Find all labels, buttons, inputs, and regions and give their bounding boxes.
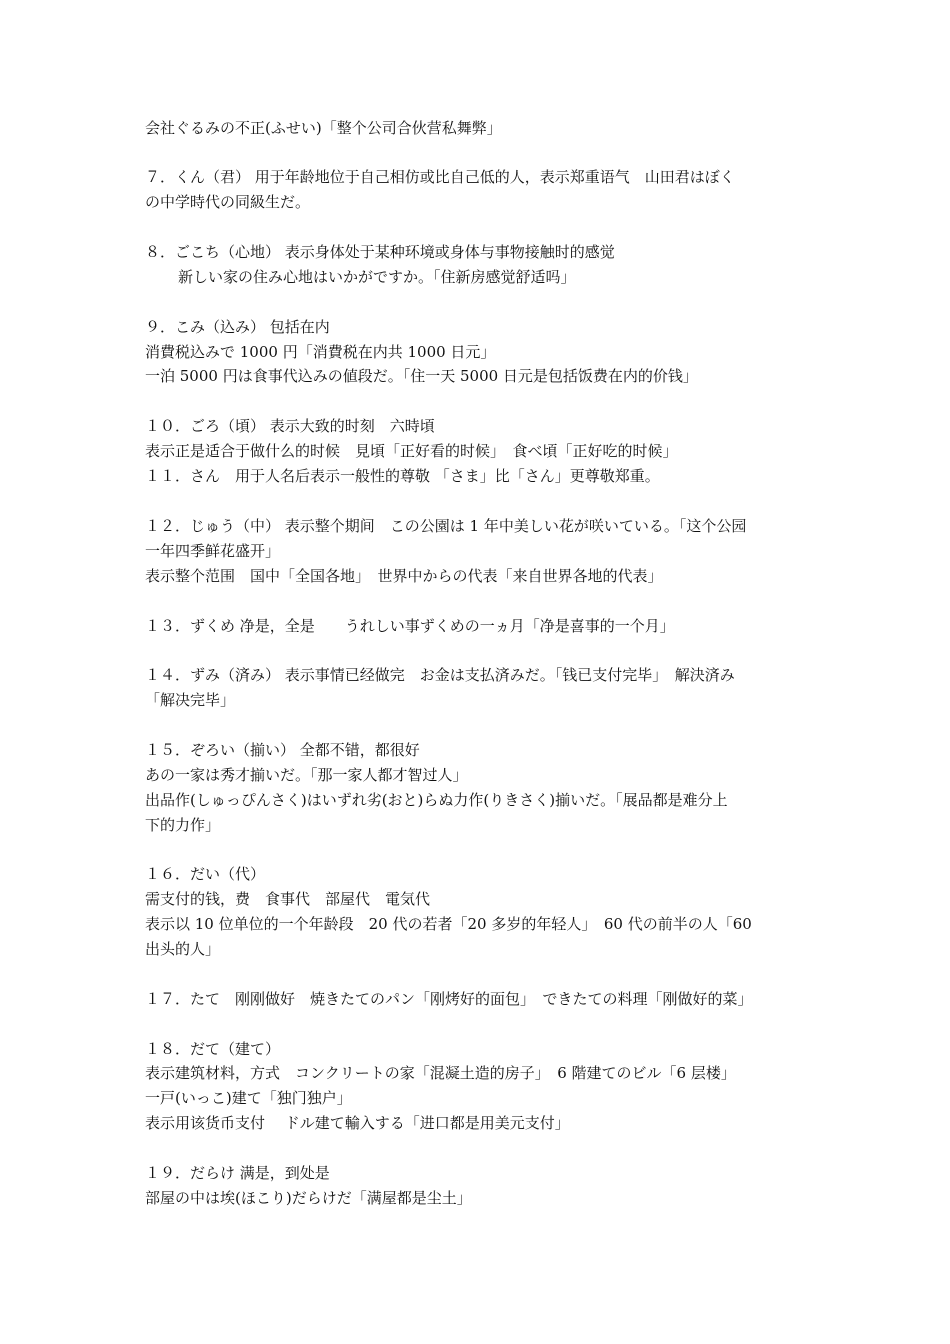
text-line: の中学時代の同級生だ。 [145, 193, 311, 211]
text-line: 出品作(しゅっぴんさく)はいずれ劣(おと)らぬ力作(りきさく)揃いだ。「展品都是难分上 [145, 791, 728, 809]
text-line: 消費税込みで 1000 円「消費税在内共 1000 日元」 [145, 343, 496, 361]
text-line: あの一家は秀才揃いだ。「那一家人都才智过人」 [145, 766, 468, 784]
entry-13-heading: １３．ずくめ 净是，全是 うれしい事ずくめの一ヵ月「净是喜事的一个月」 [145, 617, 675, 635]
entry-11-heading: １１．さん 用于人名后表示一般性的尊敬 「さま」比「さん」更尊敬郑重。 [145, 467, 660, 485]
entry-8-heading: ８．ごこち（心地） 表示身体处于某种环境或身体与事物接触时的感觉 [145, 243, 615, 261]
entry-14-heading: １４．ずみ（済み） 表示事情已经做完 お金は支払済みだ。「钱已支付完毕」 解決済み [145, 666, 735, 684]
text-line: 表示建筑材料，方式 コンクリートの家「混凝土造的房子」 6 階建てのビル「6 层楼」 [145, 1064, 736, 1082]
text-line: 「解决完毕」 [145, 691, 236, 709]
text-line: 一戸(いっこ)建て「独门独户」 [145, 1089, 352, 1107]
text-line: 新しい家の住み心地はいかがですか。「住新房感觉舒适吗」 [178, 268, 576, 286]
text-line: 一年四季鲜花盛开」 [145, 542, 281, 560]
text-line: 需支付的钱，费 食事代 部屋代 電気代 [145, 890, 431, 908]
entry-12-heading: １２．じゅう（中） 表示整个期间 この公園は 1 年中美しい花が咲いている。「这个公园 [145, 517, 747, 535]
text-line: 表示正是适合于做什么的时候 見頃「正好看的时候」 食べ頃「正好吃的时候」 [145, 442, 678, 460]
text-line: 会社ぐるみの不正(ふせい)「整个公司合伙营私舞弊」 [145, 119, 502, 137]
text-line: 下的力作」 [145, 816, 221, 834]
text-line: 部屋の中は埃(ほこり)だらけだ「满屋都是尘土」 [145, 1189, 472, 1207]
entry-19-heading: １９．だらけ 满是，到处是 [145, 1164, 330, 1182]
entry-9-heading: ９．こみ（込み） 包括在内 [145, 318, 330, 336]
text-line: 一泊 5000 円は食事代込みの値段だ。「住一天 5000 日元是包括饭费在内的价钱」 [145, 367, 698, 385]
entry-10-heading: １０．ごろ（頃） 表示大致的时刻 六時頃 [145, 417, 435, 435]
entry-7-heading: ７．くん（君） 用于年龄地位于自己相仿或比自己低的人，表示郑重语气 山田君はぼく [145, 168, 735, 186]
entry-17-heading: １７．たて 刚刚做好 焼きたてのパン「刚烤好的面包」 できたての料理「刚做好的菜」 [145, 990, 753, 1008]
entry-18-heading: １８．だて（建て） [145, 1040, 281, 1058]
text-line: 表示以 10 位单位的一个年龄段 20 代の若者「20 多岁的年轻人」 60 代の前半の人「60 [145, 915, 752, 933]
text-line: 表示整个范围 国中「全国各地」 世界中からの代表「来自世界各地的代表」 [145, 567, 663, 585]
entry-15-heading: １５．ぞろい（揃い） 全都不错，都很好 [145, 741, 420, 759]
text-line: 出头的人」 [145, 940, 221, 958]
text-line: 表示用该货币支付 ドル建て輸入する「进口都是用美元支付」 [145, 1114, 570, 1132]
entry-16-heading: １６．だい（代） [145, 865, 266, 883]
